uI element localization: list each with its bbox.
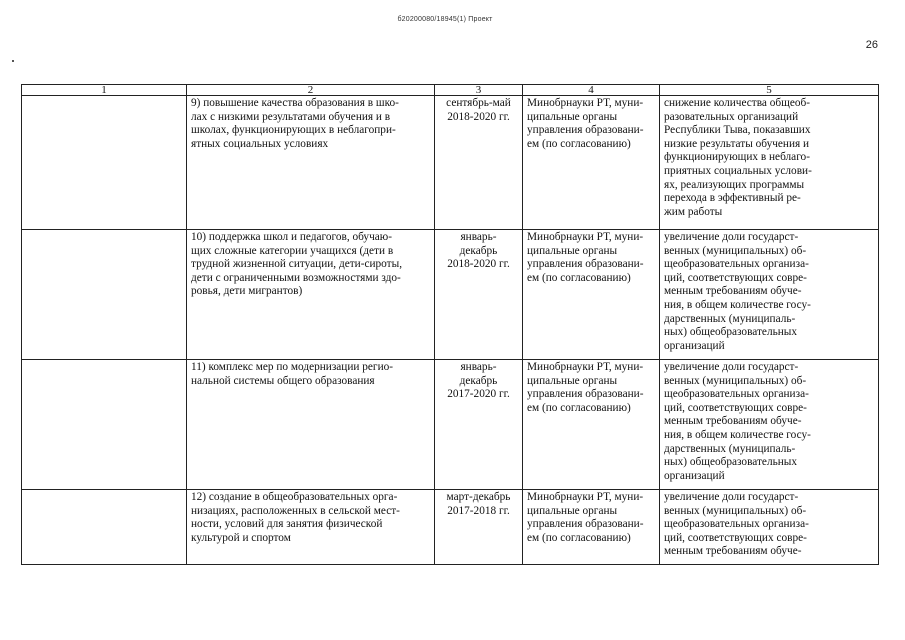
- column-header: 3: [435, 85, 523, 96]
- column-header: 1: [22, 85, 187, 96]
- cell-term: март-декабрь 2017-2018 гг.: [435, 490, 523, 565]
- table-row: [22, 360, 879, 490]
- cell-result: увеличение доли государст- венных (муниципальных) об- щеобразовательных организа- ций, соответствующих совре- менным требованиям обуче- ния, в общем количестве госу- дарственных (муниципаль- ных) общеобразовательных организаций: [660, 360, 879, 490]
- table-header-row: [22, 85, 879, 96]
- cell-result: снижение количества общеоб- разовательных организаций Республики Тыва, показавших низкие результаты обучения и функционирующих в неблаго- приятных социальных услови- ях, реализующих программы перехода в эффективный ре- жим работы: [660, 96, 879, 230]
- cell-term: сентябрь-май 2018-2020 гг.: [435, 96, 523, 230]
- scan-speck: [12, 60, 14, 62]
- cell-measure: 12) создание в общеобразовательных орга- низациях, расположенных в сельской мест- ности, условий для занятия физической культурой и спортом: [187, 490, 435, 565]
- cell-section: [22, 490, 187, 565]
- cell-measure: 11) комплекс мер по модернизации регио- нальной системы общего образования: [187, 360, 435, 490]
- cell-executors: Минобрнауки РТ, муни- ципальные органы управления образовани- ем (по согласованию): [523, 490, 660, 565]
- cell-section: [22, 230, 187, 360]
- measures-table: [21, 84, 879, 565]
- cell-section: [22, 360, 187, 490]
- cell-executors: Минобрнауки РТ, муни- ципальные органы управления образовани- ем (по согласованию): [523, 230, 660, 360]
- cell-term: январь- декабрь 2018-2020 гг.: [435, 230, 523, 360]
- cell-executors: Минобрнауки РТ, муни- ципальные органы управления образовани- ем (по согласованию): [523, 360, 660, 490]
- column-header: 5: [660, 85, 879, 96]
- column-header: 4: [523, 85, 660, 96]
- table-row: [22, 490, 879, 565]
- cell-measure: 9) повышение качества образования в шко- лах с низкими результатами обучения и в школах, функционирующих в неблагопри- ятных социальных условиях: [187, 96, 435, 230]
- table-row: [22, 230, 879, 360]
- cell-executors: Минобрнауки РТ, муни- ципальные органы управления образовани- ем (по согласованию): [523, 96, 660, 230]
- page-number: 26: [865, 39, 878, 51]
- table-row: [22, 96, 879, 230]
- cell-term: январь- декабрь 2017-2020 гг.: [435, 360, 523, 490]
- column-header: 2: [187, 85, 435, 96]
- document-id: б20200080/18945(1) Проект: [397, 16, 493, 23]
- cell-measure: 10) поддержка школ и педагогов, обучаю- щих сложные категории учащихся (дети в трудной жизненной ситуации, дети-сироты, дети с ограниченными возможностями здо- ровья, дети мигрантов): [187, 230, 435, 360]
- cell-section: [22, 96, 187, 230]
- cell-result: увеличение доли государст- венных (муниципальных) об- щеобразовательных организа- ций, соответствующих совре- менным требованиям обуче- ния, в общем количестве госу- дарственных (муниципаль- ных) общеобразовательных организаций: [660, 230, 879, 360]
- cell-result: увеличение доли государст- венных (муниципальных) об- щеобразовательных организа- ций, соответствующих совре- менным требованиям обуче-: [660, 490, 879, 565]
